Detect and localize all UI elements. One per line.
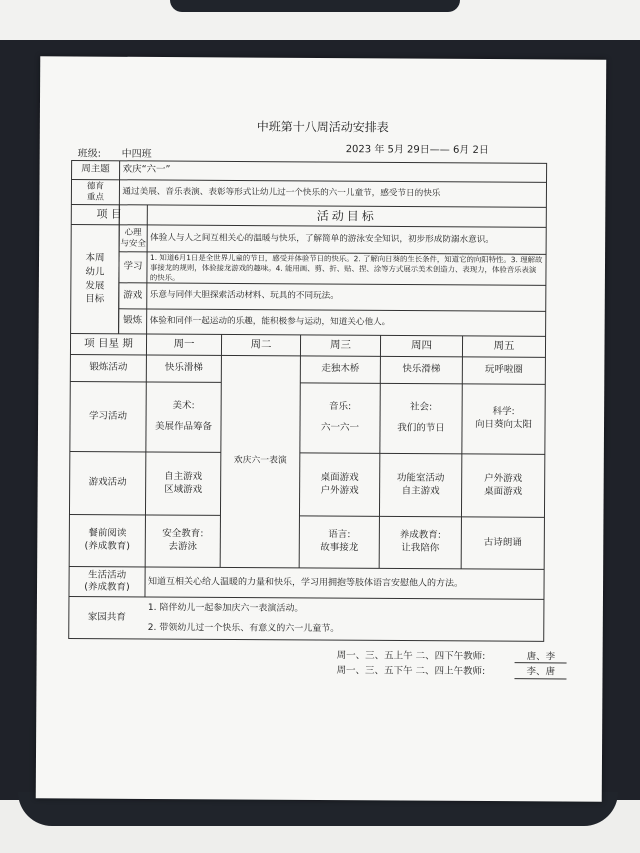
week-header-wed: 周三 — [329, 339, 352, 352]
row-label-learning: 学习活动 — [89, 410, 128, 422]
week-header-mon: 周一 — [173, 338, 195, 351]
week-header-tue: 周二 — [250, 338, 272, 352]
cell-reading-thu: 养成教育: 让我陪你 — [399, 529, 441, 554]
cell-learning-wed: 音乐: 六一六一 — [320, 400, 360, 434]
cell-exercise-fri: 玩呼啦圈 — [484, 364, 523, 376]
cell-reading-fri: 古诗朗诵 — [483, 536, 522, 548]
class-label: 班级: — [77, 148, 102, 160]
row-label-games: 游戏活动 — [88, 476, 127, 488]
schedule-sheet — [36, 56, 607, 801]
life-value: 知道互相关心给人温暖的力量和快乐，学习用拥抱等肢体语言安慰他人的方法。 — [148, 576, 464, 589]
date-range: 2023 年 5月 29日—— 6月 2日 — [345, 144, 489, 157]
cell-learning-thu: 社会: 我们的节日 — [397, 401, 445, 435]
row-label-life: 生活活动 (养成教育) — [84, 569, 130, 593]
goals-header-item: 项 目 — [96, 207, 123, 221]
cell-games-fri: 户外游戏 桌面游戏 — [484, 472, 523, 497]
cell-games-thu: 功能室活动 自主游戏 — [396, 472, 445, 497]
teacher-line-2: 周一、三、五下午 二、四上午教师: — [336, 665, 486, 678]
home-item: 1. 陪伴幼儿一起参加庆六一表演活动。 — [147, 603, 304, 615]
teacher-name-1: 唐、李 — [526, 651, 556, 663]
cell-games-wed: 桌面游戏 户外游戏 — [320, 471, 359, 496]
goal-text: 体验人与人之间互相关心的温暖与快乐，了解简单的游泳安全知识，初步形成防溺水意识。 — [150, 232, 494, 245]
goals-section-label: 本周 幼儿 发展 目标 — [85, 252, 105, 305]
moral-value: 通过美展、音乐表演、表彰等形式让幼儿过一个快乐的六一儿童节，感受节日的快乐 — [122, 186, 441, 199]
class-name: 中四班 — [121, 148, 152, 160]
week-header-thu: 周四 — [410, 339, 433, 353]
week-header-fri: 周五 — [493, 340, 515, 353]
cell-exercise-wed: 走独木桥 — [321, 363, 360, 375]
goal-text: 乐意与同伴大胆探索活动材料、玩具的不同玩法。 — [149, 290, 339, 302]
cell-games-mon: 自主游戏 区域游戏 — [164, 470, 203, 495]
goal-text: 体验和同伴一起运动的乐趣，能积极参与运动，知道关心他人。 — [149, 315, 391, 328]
teacher-name-2: 李、唐 — [526, 666, 556, 678]
row-label-reading: 餐前阅读 (养成教育) — [84, 527, 131, 552]
teacher-line-1: 周一、三、五上午 二、四下午教师: — [336, 650, 486, 663]
goals-header-target: 活动目标 — [316, 208, 377, 224]
goal-label: 游戏 — [123, 289, 143, 301]
cell-exercise-mon: 快乐滑梯 — [164, 362, 203, 374]
page-title: 中班第十八周活动安排表 — [256, 119, 389, 135]
row-label-home: 家园共育 — [87, 611, 126, 623]
cell-learning-fri: 科学: 向日葵向太阳 — [474, 406, 533, 431]
cell-reading-mon: 安全教育: 去游泳 — [162, 528, 204, 553]
wall-bottom — [0, 800, 640, 853]
moral-label: 德育 重点 — [86, 181, 105, 203]
wall-top — [0, 0, 640, 40]
goal-label: 锻炼 — [123, 314, 143, 326]
theme-value: 欢庆“六一” — [122, 163, 171, 176]
home-item: 2. 带领幼儿过一个快乐、有意义的六一儿童节。 — [147, 623, 340, 635]
wall-top-shape — [170, 0, 460, 12]
goal-label: 学习 — [123, 260, 143, 273]
week-header-corner: 项 目星 期 — [84, 337, 133, 351]
cell-learning-mon: 美术: 美展作品筹备 — [154, 399, 213, 433]
cell-reading-wed: 语言: 故事接龙 — [320, 529, 359, 554]
goal-label: 心理 与安全 — [120, 228, 146, 249]
theme-label: 周主题 — [81, 163, 110, 175]
row-label-exercise: 锻炼活动 — [89, 361, 128, 373]
cell-exercise-thu: 快乐滑梯 — [402, 363, 441, 375]
cell-tuesday-merged: 欢庆六一表演 — [233, 455, 287, 466]
goal-text: 1. 知道6月1日是全世界儿童的节日，感受并体验节日的快乐。2. 了解向日葵的生长条件，知道它的向阳特性。3. 理解故事接龙的规则，体验接龙游戏的趣味。4. 能用画、剪、折、贴、捏、涂等方式展示美术创造力、表现力，体验音乐表演的快乐。 — [149, 252, 543, 282]
